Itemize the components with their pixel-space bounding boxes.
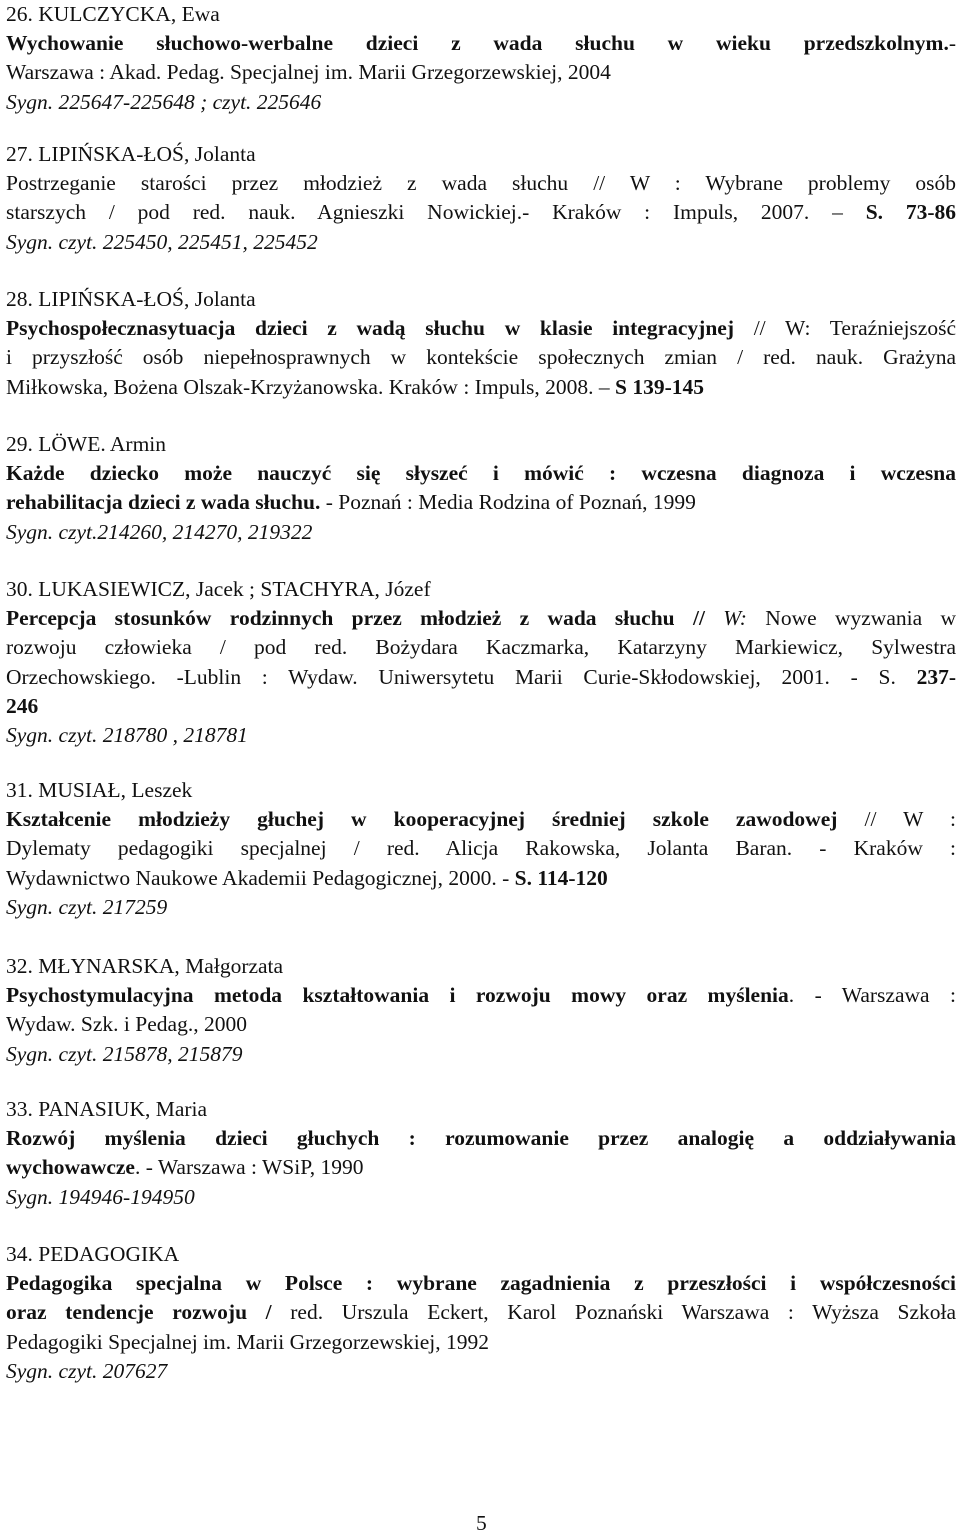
entry-line [6, 228, 956, 257]
entry-heading [6, 285, 956, 314]
text-segment: Psychospołecznasytuacja dzieci z wadą słuchu w klasie integracyjnej [6, 316, 734, 341]
entry-line [6, 29, 956, 58]
entry-heading [6, 776, 956, 805]
entry-line [6, 1010, 956, 1039]
text-segment: Każde dziecko może nauczyć się słyszeć i mówić : wczesna diagnoza i wczesna [6, 461, 956, 486]
bibliography-entry [6, 1240, 956, 1386]
entry-line [6, 721, 956, 750]
text-segment: Dylematy pedagogiki specjalnej / red. Alicja Rakowska, Jolanta Baran. - Kraków : [6, 836, 956, 861]
text-segment: 29. LÖWE. Armin [6, 432, 167, 456]
entry-line [6, 1298, 956, 1327]
text-segment: Pedagogiki Specjalnej im. Marii Grzegorzewskiej, 1992 [6, 1329, 490, 1354]
entry-line [6, 893, 956, 922]
entry-heading [6, 430, 956, 459]
text-segment: Sygn. czyt. 207627 [6, 1358, 168, 1383]
entry-line [6, 1040, 956, 1069]
bibliography-entry [6, 1095, 956, 1212]
entry-heading [6, 575, 956, 604]
entry-heading [6, 952, 956, 981]
entry-line [6, 1124, 956, 1153]
bibliography-entry [6, 0, 956, 117]
text-segment: Sygn. 194946-194950 [6, 1184, 195, 1209]
entry-heading [6, 1095, 956, 1124]
entry-line [6, 343, 956, 372]
entry-line [6, 805, 956, 834]
text-segment: Pedagogika specjalna w Polsce : wybrane zagadnienia z przeszłości i współczesności [6, 1271, 956, 1296]
text-segment: // W: Teraźniejszość [734, 316, 956, 341]
text-segment: 30. LUKASIEWICZ, Jacek ; STACHYRA, Józef [6, 577, 431, 601]
entry-line [6, 488, 956, 517]
entry-line [6, 663, 956, 692]
text-segment: Postrzeganie starości przez młodzież z wada słuchu // W : Wybrane problemy osób [6, 171, 956, 196]
entry-line [6, 58, 956, 87]
text-segment: rozwoju człowieka / pod red. Bożydara Kaczmarka, Katarzyny Markiewicz, Sylwestra [6, 635, 956, 660]
bibliography-entry [6, 776, 956, 922]
entry-line [6, 373, 956, 402]
text-segment: i przyszłość osób niepełnosprawnych w kontekście społecznych zmian / red. nauk. Grażyna [6, 345, 956, 370]
page-number: 5 [476, 1511, 487, 1535]
entry-line [6, 834, 956, 863]
text-segment: - Poznań : Media Rodzina of Poznań, 1999 [320, 490, 696, 515]
text-segment: Orzechowskiego. -Lublin : Wydaw. Uniwersytetu Marii Curie-Skłodowskiej, 2001. - S. [6, 664, 917, 689]
entry-heading [6, 1240, 956, 1269]
text-segment: Sygn. czyt.214260, 214270, 219322 [6, 519, 313, 544]
text-segment: - [948, 31, 956, 56]
entry-line [6, 633, 956, 662]
entry-line [6, 314, 956, 343]
text-segment: W: [723, 606, 747, 631]
text-segment: Percepcja stosunków rodzinnych przez młodzież z wada słuchu // [6, 606, 724, 631]
entry-line [6, 1183, 956, 1212]
text-segment: 237- [916, 664, 956, 689]
text-segment: 33. PANASIUK, Maria [6, 1097, 208, 1121]
entry-line [6, 1269, 956, 1298]
entry-line [6, 981, 956, 1010]
bibliography-entry [6, 285, 956, 402]
text-segment: S. 73-86 [865, 200, 957, 225]
text-segment: oraz tendencje rozwoju / [6, 1300, 291, 1325]
entry-line [6, 1328, 956, 1357]
entry-line [6, 169, 956, 198]
text-segment: Sygn. czyt. 217259 [6, 894, 168, 919]
entry-line [6, 198, 956, 227]
text-segment: Miłkowska, Bożena Olszak-Krzyżanowska. Kraków : Impuls, 2008. – [6, 374, 616, 399]
entry-line [6, 518, 956, 547]
text-segment: // W : [837, 807, 956, 832]
text-segment: Rozwój myślenia dzieci głuchych : rozumowanie przez analogię a oddziaływania [6, 1126, 956, 1151]
text-segment: Wychowanie słuchowo-werbalne dzieci z wada słuchu w wieku przedszkolnym. [6, 31, 949, 56]
entry-line [6, 88, 956, 117]
text-segment: . - Warszawa : WSiP, 1990 [134, 1155, 364, 1180]
bibliography-entry [6, 140, 956, 257]
text-segment: Sygn. czyt. 225450, 225451, 225452 [6, 229, 318, 254]
text-segment: 26. KULCZYCKA, Ewa [6, 2, 220, 26]
entry-line [6, 1153, 956, 1182]
text-segment: 31. MUSIAŁ, Leszek [6, 778, 193, 802]
text-segment: wychowawcze [6, 1155, 135, 1180]
text-segment: Nowe wyzwania w [746, 606, 956, 631]
text-segment: S 139-145 [615, 374, 705, 399]
bibliography-entry [6, 430, 956, 547]
text-segment: 32. MŁYNARSKA, Małgorzata [6, 954, 284, 978]
text-segment: S. 114-120 [514, 865, 608, 890]
bibliography-entry [6, 952, 956, 1069]
text-segment: Wydawnictwo Naukowe Akademii Pedagogicznej, 2000. - [6, 865, 515, 890]
text-segment: 34. PEDAGOGIKA [6, 1242, 180, 1266]
entry-line [6, 604, 956, 633]
text-segment: Sygn. czyt. 218780 , 218781 [6, 722, 248, 747]
text-segment: Sygn. 225647-225648 ; czyt. 225646 [6, 89, 322, 114]
entry-heading [6, 0, 956, 29]
text-segment: 246 [6, 693, 39, 718]
text-segment: 28. LIPIŃSKA-ŁOŚ, Jolanta [6, 287, 256, 311]
entry-line [6, 459, 956, 488]
entry-line [6, 692, 956, 721]
text-segment: Kształcenie młodzieży głuchej w kooperacyjnej średniej szkole zawodowej [6, 807, 838, 832]
text-segment: starszych / pod red. nauk. Agnieszki Nowickiej.- Kraków : Impuls, 2007. – [6, 200, 866, 225]
text-segment: Psychostymulacyjna metoda kształtowania i rozwoju mowy oraz myślenia [6, 983, 789, 1008]
entry-line [6, 1357, 956, 1386]
text-segment: Wydaw. Szk. i Pedag., 2000 [6, 1012, 247, 1037]
bibliography-entry [6, 575, 956, 750]
text-segment: Warszawa : Akad. Pedag. Specjalnej im. Marii Grzegorzewskiej, 2004 [6, 60, 611, 85]
text-segment: 27. LIPIŃSKA-ŁOŚ, Jolanta [6, 142, 256, 166]
entry-line [6, 864, 956, 893]
entry-heading [6, 140, 956, 169]
text-segment: . - Warszawa : [788, 983, 956, 1008]
text-segment: rehabilitacja dzieci z wada słuchu. [6, 490, 321, 515]
text-segment: red. Urszula Eckert, Karol Poznański Warszawa : Wyższa Szkoła [290, 1300, 957, 1325]
text-segment: Sygn. czyt. 215878, 215879 [6, 1041, 243, 1066]
